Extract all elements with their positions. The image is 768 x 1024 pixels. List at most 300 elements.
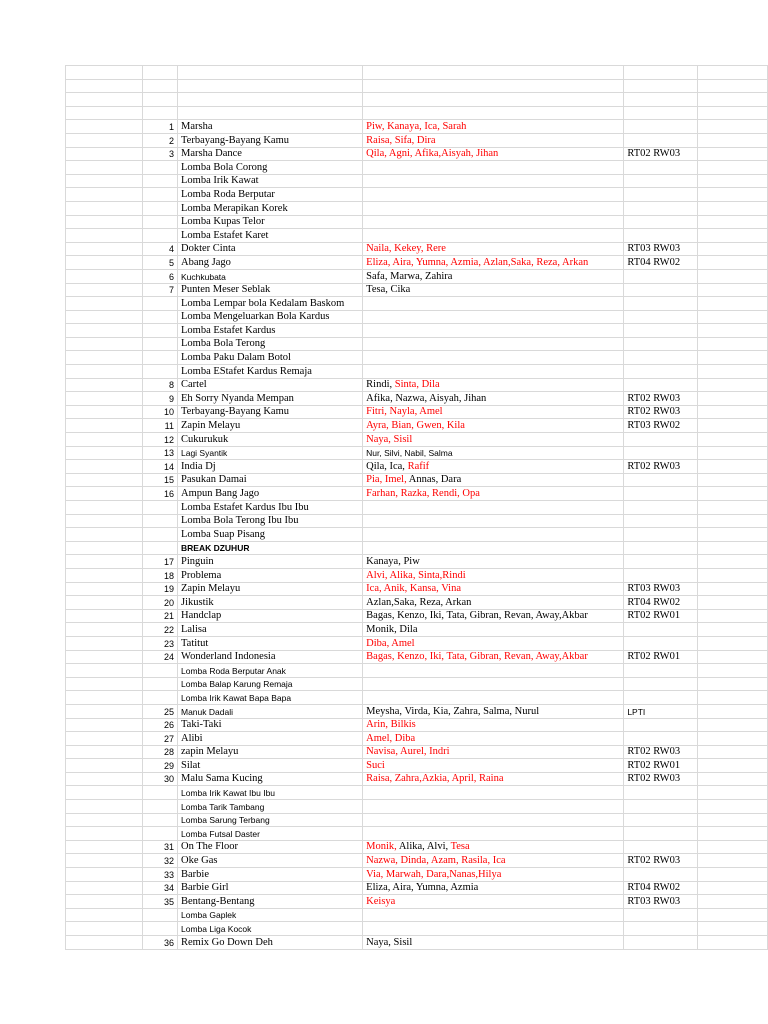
empty-cell[interactable] [143,79,178,93]
empty-cell[interactable] [697,840,767,854]
rt-rw-cell[interactable] [624,229,697,243]
rt-rw-cell[interactable] [624,541,697,555]
item-title-cell[interactable]: Marsha Dance [178,147,363,161]
empty-cell[interactable] [697,229,767,243]
empty-cell[interactable] [66,800,143,814]
item-title-cell[interactable]: Lomba Balap Karung Remaja [178,677,363,691]
rt-rw-cell[interactable] [624,188,697,202]
participants-cell[interactable] [363,487,624,501]
participants-cell[interactable] [363,650,624,664]
item-title-cell[interactable]: Lomba Irik Kawat Bapa Bapa [178,691,363,705]
item-title-cell[interactable]: Lomba Lempar bola Kedalam Baskom [178,297,363,311]
row-number-cell[interactable]: 13 [143,446,178,460]
empty-cell[interactable] [66,433,143,447]
empty-cell[interactable] [66,786,143,800]
empty-cell[interactable] [66,908,143,922]
participants-cell[interactable] [363,718,624,732]
item-title-cell[interactable]: Lomba Liga Kocok [178,922,363,936]
empty-cell[interactable] [66,188,143,202]
item-title-cell[interactable]: Cukurukuk [178,433,363,447]
row-number-cell[interactable] [143,541,178,555]
participants-cell[interactable] [363,541,624,555]
row-number-cell[interactable]: 18 [143,568,178,582]
empty-cell[interactable] [66,854,143,868]
empty-cell[interactable] [697,596,767,610]
row-number-cell[interactable] [143,691,178,705]
participants-cell[interactable] [363,473,624,487]
empty-cell[interactable] [697,215,767,229]
empty-cell[interactable] [66,419,143,433]
empty-cell[interactable] [66,269,143,283]
rt-rw-cell[interactable] [624,800,697,814]
empty-cell[interactable] [66,487,143,501]
empty-cell[interactable] [697,79,767,93]
rt-rw-cell[interactable]: RT02 RW03 [624,745,697,759]
rt-rw-cell[interactable] [624,514,697,528]
rt-rw-cell[interactable] [624,215,697,229]
item-title-cell[interactable]: Lomba Tarik Tambang [178,800,363,814]
item-title-cell[interactable]: Lomba Bola Terong Ibu Ibu [178,514,363,528]
empty-cell[interactable] [66,922,143,936]
participants-cell[interactable] [363,365,624,379]
empty-cell[interactable] [66,895,143,909]
item-title-cell[interactable]: Kuchkubata [178,269,363,283]
rt-rw-cell[interactable]: RT04 RW02 [624,881,697,895]
empty-cell[interactable] [697,881,767,895]
rt-rw-cell[interactable]: LPTI [624,704,697,718]
empty-cell[interactable] [697,351,767,365]
empty-cell[interactable] [143,93,178,107]
item-title-cell[interactable]: India Dj [178,460,363,474]
rt-rw-cell[interactable] [624,351,697,365]
participants-cell[interactable] [363,528,624,542]
empty-cell[interactable] [697,868,767,882]
participants-cell[interactable] [363,229,624,243]
empty-cell[interactable] [66,242,143,256]
empty-cell[interactable] [697,174,767,188]
participants-cell[interactable] [363,623,624,637]
item-title-cell[interactable]: Lomba Irik Kawat Ibu Ibu [178,786,363,800]
rt-rw-cell[interactable] [624,120,697,134]
item-title-cell[interactable]: Lomba EStafet Kardus Remaja [178,365,363,379]
empty-cell[interactable] [624,66,697,80]
item-title-cell[interactable]: Dokter Cinta [178,242,363,256]
rt-rw-cell[interactable] [624,433,697,447]
empty-cell[interactable] [697,297,767,311]
item-title-cell[interactable]: Abang Jago [178,256,363,270]
participants-cell[interactable] [363,392,624,406]
empty-cell[interactable] [697,732,767,746]
participants-cell[interactable] [363,786,624,800]
empty-cell[interactable] [66,256,143,270]
empty-cell[interactable] [66,759,143,773]
row-number-cell[interactable]: 34 [143,881,178,895]
empty-cell[interactable] [66,133,143,147]
participants-cell[interactable] [363,460,624,474]
participants-cell[interactable] [363,854,624,868]
empty-cell[interactable] [66,405,143,419]
rt-rw-cell[interactable] [624,487,697,501]
rt-rw-cell[interactable] [624,664,697,678]
row-number-cell[interactable] [143,664,178,678]
empty-cell[interactable] [697,677,767,691]
item-title-cell[interactable]: Lomba Gaplek [178,908,363,922]
participants-cell[interactable] [363,174,624,188]
empty-cell[interactable] [66,460,143,474]
empty-cell[interactable] [697,392,767,406]
item-title-cell[interactable]: Remix Go Down Deh [178,936,363,950]
participants-cell[interactable] [363,133,624,147]
rt-rw-cell[interactable] [624,827,697,841]
empty-cell[interactable] [66,813,143,827]
rt-rw-cell[interactable] [624,201,697,215]
empty-cell[interactable] [697,120,767,134]
rt-rw-cell[interactable] [624,908,697,922]
participants-cell[interactable] [363,772,624,786]
empty-cell[interactable] [178,79,363,93]
rt-rw-cell[interactable] [624,555,697,569]
rt-rw-cell[interactable] [624,922,697,936]
participants-cell[interactable] [363,283,624,297]
empty-cell[interactable] [697,419,767,433]
empty-cell[interactable] [697,514,767,528]
item-title-cell[interactable]: Ampun Bang Jago [178,487,363,501]
participants-cell[interactable] [363,501,624,515]
empty-cell[interactable] [66,161,143,175]
empty-cell[interactable] [66,297,143,311]
rt-rw-cell[interactable] [624,732,697,746]
empty-cell[interactable] [697,106,767,120]
participants-cell[interactable] [363,704,624,718]
row-number-cell[interactable] [143,514,178,528]
empty-cell[interactable] [697,650,767,664]
empty-cell[interactable] [66,392,143,406]
row-number-cell[interactable] [143,229,178,243]
item-title-cell[interactable]: Barbie [178,868,363,882]
row-number-cell[interactable]: 4 [143,242,178,256]
row-number-cell[interactable]: 25 [143,704,178,718]
row-number-cell[interactable] [143,161,178,175]
empty-cell[interactable] [697,324,767,338]
item-title-cell[interactable]: Lomba Merapikan Korek [178,201,363,215]
row-number-cell[interactable] [143,201,178,215]
empty-cell[interactable] [697,664,767,678]
empty-cell[interactable] [697,691,767,705]
participants-cell[interactable] [363,895,624,909]
empty-cell[interactable] [66,147,143,161]
rt-rw-cell[interactable] [624,936,697,950]
rt-rw-cell[interactable] [624,310,697,324]
row-number-cell[interactable]: 14 [143,460,178,474]
empty-cell[interactable] [66,827,143,841]
empty-cell[interactable] [697,813,767,827]
row-number-cell[interactable]: 19 [143,582,178,596]
rt-rw-cell[interactable]: RT02 RW03 [624,147,697,161]
empty-cell[interactable] [66,528,143,542]
rt-rw-cell[interactable]: RT02 RW01 [624,609,697,623]
participants-cell[interactable] [363,378,624,392]
rt-rw-cell[interactable]: RT03 RW02 [624,419,697,433]
empty-cell[interactable] [66,936,143,950]
row-number-cell[interactable]: 23 [143,636,178,650]
rt-rw-cell[interactable]: RT02 RW01 [624,759,697,773]
row-number-cell[interactable]: 27 [143,732,178,746]
rt-rw-cell[interactable] [624,718,697,732]
item-title-cell[interactable]: On The Floor [178,840,363,854]
rt-rw-cell[interactable] [624,283,697,297]
item-title-cell[interactable]: Oke Gas [178,854,363,868]
empty-cell[interactable] [697,446,767,460]
rt-rw-cell[interactable] [624,269,697,283]
empty-cell[interactable] [697,256,767,270]
empty-cell[interactable] [66,215,143,229]
empty-cell[interactable] [697,541,767,555]
participants-cell[interactable] [363,161,624,175]
empty-cell[interactable] [66,691,143,705]
item-title-cell[interactable]: Lomba Estafet Kardus [178,324,363,338]
row-number-cell[interactable]: 29 [143,759,178,773]
empty-cell[interactable] [697,283,767,297]
row-number-cell[interactable] [143,324,178,338]
item-title-cell[interactable]: Pinguin [178,555,363,569]
row-number-cell[interactable]: 3 [143,147,178,161]
item-title-cell[interactable]: Lomba Futsal Daster [178,827,363,841]
empty-cell[interactable] [697,772,767,786]
rt-rw-cell[interactable]: RT03 RW03 [624,895,697,909]
empty-cell[interactable] [66,79,143,93]
item-title-cell[interactable]: Lomba Sarung Terbang [178,813,363,827]
participants-cell[interactable] [363,419,624,433]
participants-cell[interactable] [363,310,624,324]
empty-cell[interactable] [66,310,143,324]
item-title-cell[interactable]: zapin Melayu [178,745,363,759]
empty-cell[interactable] [66,501,143,515]
row-number-cell[interactable]: 26 [143,718,178,732]
participants-cell[interactable] [363,664,624,678]
empty-cell[interactable] [697,161,767,175]
item-title-cell[interactable]: Lomba Roda Berputar [178,188,363,202]
rt-rw-cell[interactable] [624,691,697,705]
empty-cell[interactable] [66,868,143,882]
row-number-cell[interactable] [143,908,178,922]
item-title-cell[interactable]: Handclap [178,609,363,623]
empty-cell[interactable] [66,881,143,895]
rt-rw-cell[interactable] [624,365,697,379]
row-number-cell[interactable] [143,800,178,814]
empty-cell[interactable] [697,718,767,732]
empty-cell[interactable] [66,732,143,746]
empty-cell[interactable] [66,66,143,80]
item-title-cell[interactable]: Problema [178,568,363,582]
empty-cell[interactable] [66,568,143,582]
empty-cell[interactable] [66,229,143,243]
empty-cell[interactable] [66,718,143,732]
empty-cell[interactable] [697,405,767,419]
participants-cell[interactable] [363,908,624,922]
rt-rw-cell[interactable] [624,133,697,147]
row-number-cell[interactable]: 17 [143,555,178,569]
empty-cell[interactable] [66,677,143,691]
participants-cell[interactable] [363,582,624,596]
item-title-cell[interactable]: Jikustik [178,596,363,610]
rt-rw-cell[interactable]: RT03 RW03 [624,242,697,256]
item-title-cell[interactable]: Silat [178,759,363,773]
empty-cell[interactable] [66,664,143,678]
empty-cell[interactable] [66,596,143,610]
participants-cell[interactable] [363,596,624,610]
row-number-cell[interactable]: 7 [143,283,178,297]
empty-cell[interactable] [697,759,767,773]
row-number-cell[interactable] [143,813,178,827]
empty-cell[interactable] [66,582,143,596]
item-title-cell[interactable]: Tatitut [178,636,363,650]
participants-cell[interactable] [363,745,624,759]
empty-cell[interactable] [66,365,143,379]
rt-rw-cell[interactable] [624,786,697,800]
row-number-cell[interactable]: 30 [143,772,178,786]
empty-cell[interactable] [363,79,624,93]
rt-rw-cell[interactable] [624,324,697,338]
item-title-cell[interactable]: Lomba Irik Kawat [178,174,363,188]
row-number-cell[interactable] [143,351,178,365]
empty-cell[interactable] [66,378,143,392]
row-number-cell[interactable]: 12 [143,433,178,447]
item-title-cell[interactable]: Wonderland Indonesia [178,650,363,664]
participants-cell[interactable] [363,827,624,841]
participants-cell[interactable] [363,433,624,447]
empty-cell[interactable] [697,908,767,922]
empty-cell[interactable] [697,555,767,569]
rt-rw-cell[interactable]: RT03 RW03 [624,582,697,596]
empty-cell[interactable] [697,582,767,596]
row-number-cell[interactable] [143,827,178,841]
empty-cell[interactable] [697,609,767,623]
rt-rw-cell[interactable] [624,623,697,637]
row-number-cell[interactable] [143,786,178,800]
participants-cell[interactable] [363,691,624,705]
empty-cell[interactable] [624,106,697,120]
rt-rw-cell[interactable] [624,528,697,542]
empty-cell[interactable] [697,800,767,814]
row-number-cell[interactable] [143,310,178,324]
row-number-cell[interactable] [143,501,178,515]
participants-cell[interactable] [363,297,624,311]
empty-cell[interactable] [624,93,697,107]
item-title-cell[interactable]: Lomba Estafet Karet [178,229,363,243]
item-title-cell[interactable]: Malu Sama Kucing [178,772,363,786]
empty-cell[interactable] [697,147,767,161]
rt-rw-cell[interactable] [624,161,697,175]
participants-cell[interactable] [363,800,624,814]
empty-cell[interactable] [66,636,143,650]
empty-cell[interactable] [697,201,767,215]
row-number-cell[interactable] [143,365,178,379]
empty-cell[interactable] [697,310,767,324]
participants-cell[interactable] [363,881,624,895]
item-title-cell[interactable]: Terbayang-Bayang Kamu [178,405,363,419]
empty-cell[interactable] [66,324,143,338]
empty-cell[interactable] [66,120,143,134]
rt-rw-cell[interactable]: RT02 RW03 [624,392,697,406]
row-number-cell[interactable] [143,188,178,202]
item-title-cell[interactable]: Zapin Melayu [178,419,363,433]
empty-cell[interactable] [66,772,143,786]
participants-cell[interactable] [363,188,624,202]
empty-cell[interactable] [697,854,767,868]
empty-cell[interactable] [697,378,767,392]
item-title-cell[interactable]: Bentang-Bentang [178,895,363,909]
empty-cell[interactable] [66,473,143,487]
rt-rw-cell[interactable]: RT02 RW03 [624,405,697,419]
empty-cell[interactable] [697,269,767,283]
rt-rw-cell[interactable]: RT04 RW02 [624,256,697,270]
empty-cell[interactable] [66,351,143,365]
rt-rw-cell[interactable]: RT02 RW03 [624,854,697,868]
empty-cell[interactable] [66,840,143,854]
rt-rw-cell[interactable]: RT02 RW03 [624,460,697,474]
participants-cell[interactable] [363,636,624,650]
item-title-cell[interactable]: Lomba Mengeluarkan Bola Kardus [178,310,363,324]
empty-cell[interactable] [697,433,767,447]
rt-rw-cell[interactable]: RT02 RW03 [624,772,697,786]
participants-cell[interactable] [363,256,624,270]
empty-cell[interactable] [66,541,143,555]
empty-cell[interactable] [697,827,767,841]
rt-rw-cell[interactable] [624,868,697,882]
item-title-cell[interactable]: Lomba Bola Corong [178,161,363,175]
empty-cell[interactable] [143,106,178,120]
row-number-cell[interactable]: 33 [143,868,178,882]
participants-cell[interactable] [363,609,624,623]
empty-cell[interactable] [697,936,767,950]
item-title-cell[interactable]: Taki-Taki [178,718,363,732]
empty-cell[interactable] [697,568,767,582]
empty-cell[interactable] [363,66,624,80]
empty-cell[interactable] [697,501,767,515]
item-title-cell[interactable]: Punten Meser Seblak [178,283,363,297]
empty-cell[interactable] [697,704,767,718]
participants-cell[interactable] [363,201,624,215]
item-title-cell[interactable]: Marsha [178,120,363,134]
participants-cell[interactable] [363,759,624,773]
row-number-cell[interactable] [143,297,178,311]
row-number-cell[interactable]: 11 [143,419,178,433]
row-number-cell[interactable]: 36 [143,936,178,950]
row-number-cell[interactable]: 9 [143,392,178,406]
participants-cell[interactable] [363,324,624,338]
participants-cell[interactable] [363,120,624,134]
empty-cell[interactable] [697,623,767,637]
empty-cell[interactable] [697,528,767,542]
empty-cell[interactable] [624,79,697,93]
row-number-cell[interactable]: 20 [143,596,178,610]
empty-cell[interactable] [66,609,143,623]
empty-cell[interactable] [66,446,143,460]
empty-cell[interactable] [697,188,767,202]
item-title-cell[interactable]: Lalisa [178,623,363,637]
participants-cell[interactable] [363,813,624,827]
empty-cell[interactable] [697,636,767,650]
row-number-cell[interactable]: 5 [143,256,178,270]
row-number-cell[interactable]: 1 [143,120,178,134]
participants-cell[interactable] [363,242,624,256]
item-title-cell[interactable]: Barbie Girl [178,881,363,895]
empty-cell[interactable] [66,93,143,107]
participants-cell[interactable] [363,568,624,582]
participants-cell[interactable] [363,215,624,229]
empty-cell[interactable] [697,922,767,936]
participants-cell[interactable] [363,922,624,936]
